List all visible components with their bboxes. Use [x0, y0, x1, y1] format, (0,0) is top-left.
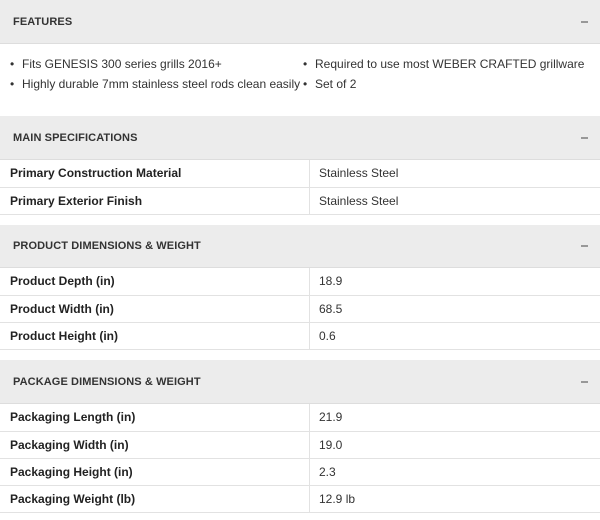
spec-label: Packaging Length (in)	[0, 404, 310, 431]
spec-label: Product Depth (in)	[0, 268, 310, 295]
bullet-dot-icon: •	[303, 77, 308, 91]
main-specs-title: MAIN SPECIFICATIONS	[13, 131, 138, 144]
spec-label: Product Height (in)	[0, 322, 310, 349]
collapse-minus-icon[interactable]	[581, 246, 588, 247]
main-specs-header[interactable]	[0, 116, 600, 160]
spec-value: 19.0	[310, 431, 600, 458]
spec-value: 2.3	[310, 458, 600, 485]
spec-value: 18.9	[310, 268, 600, 295]
feature-item: • Fits GENESIS 300 series grills 2016+	[10, 57, 222, 71]
table-row	[0, 295, 600, 322]
spec-label: Product Width (in)	[0, 295, 310, 322]
features-header[interactable]	[0, 0, 600, 44]
table-row	[0, 431, 600, 458]
feature-item: • Highly durable 7mm stainless steel rods clean easily	[10, 77, 301, 91]
product-dims-table	[0, 268, 600, 350]
package-dims-table	[0, 404, 600, 513]
table-row	[0, 268, 600, 295]
collapse-minus-icon[interactable]	[581, 381, 588, 382]
table-row	[0, 322, 600, 349]
spec-value: 21.9	[310, 404, 600, 431]
spec-value: 68.5	[310, 295, 600, 322]
features-list	[0, 44, 600, 116]
product-dims-header[interactable]	[0, 225, 600, 268]
collapse-minus-icon[interactable]	[581, 21, 588, 22]
bullet-dot-icon: •	[10, 57, 15, 71]
features-title: FEATURES	[13, 15, 73, 28]
package-dims-title: PACKAGE DIMENSIONS & WEIGHT	[13, 375, 201, 388]
bullet-dot-icon: •	[10, 77, 15, 91]
spec-value: 0.6	[310, 322, 600, 349]
feature-item: • Required to use most WEBER CRAFTED grillware	[303, 57, 585, 71]
package-dims-header[interactable]	[0, 360, 600, 404]
spec-label: Packaging Width (in)	[0, 431, 310, 458]
spec-label: Packaging Weight (lb)	[0, 485, 310, 512]
spec-label: Packaging Height (in)	[0, 458, 310, 485]
spec-value: Stainless Steel	[310, 160, 600, 187]
table-row	[0, 485, 600, 512]
spec-value: Stainless Steel	[310, 187, 600, 214]
table-row	[0, 160, 600, 187]
table-row	[0, 404, 600, 431]
spec-label: Primary Construction Material	[0, 160, 310, 187]
bullet-dot-icon: •	[303, 57, 308, 71]
collapse-minus-icon[interactable]	[581, 137, 588, 138]
spec-value: 12.9 lb	[310, 485, 600, 512]
product-dims-title: PRODUCT DIMENSIONS & WEIGHT	[13, 240, 201, 252]
feature-item: • Set of 2	[303, 77, 357, 91]
main-specs-table	[0, 160, 600, 215]
table-row	[0, 458, 600, 485]
table-row	[0, 187, 600, 214]
spec-label: Primary Exterior Finish	[0, 187, 310, 214]
